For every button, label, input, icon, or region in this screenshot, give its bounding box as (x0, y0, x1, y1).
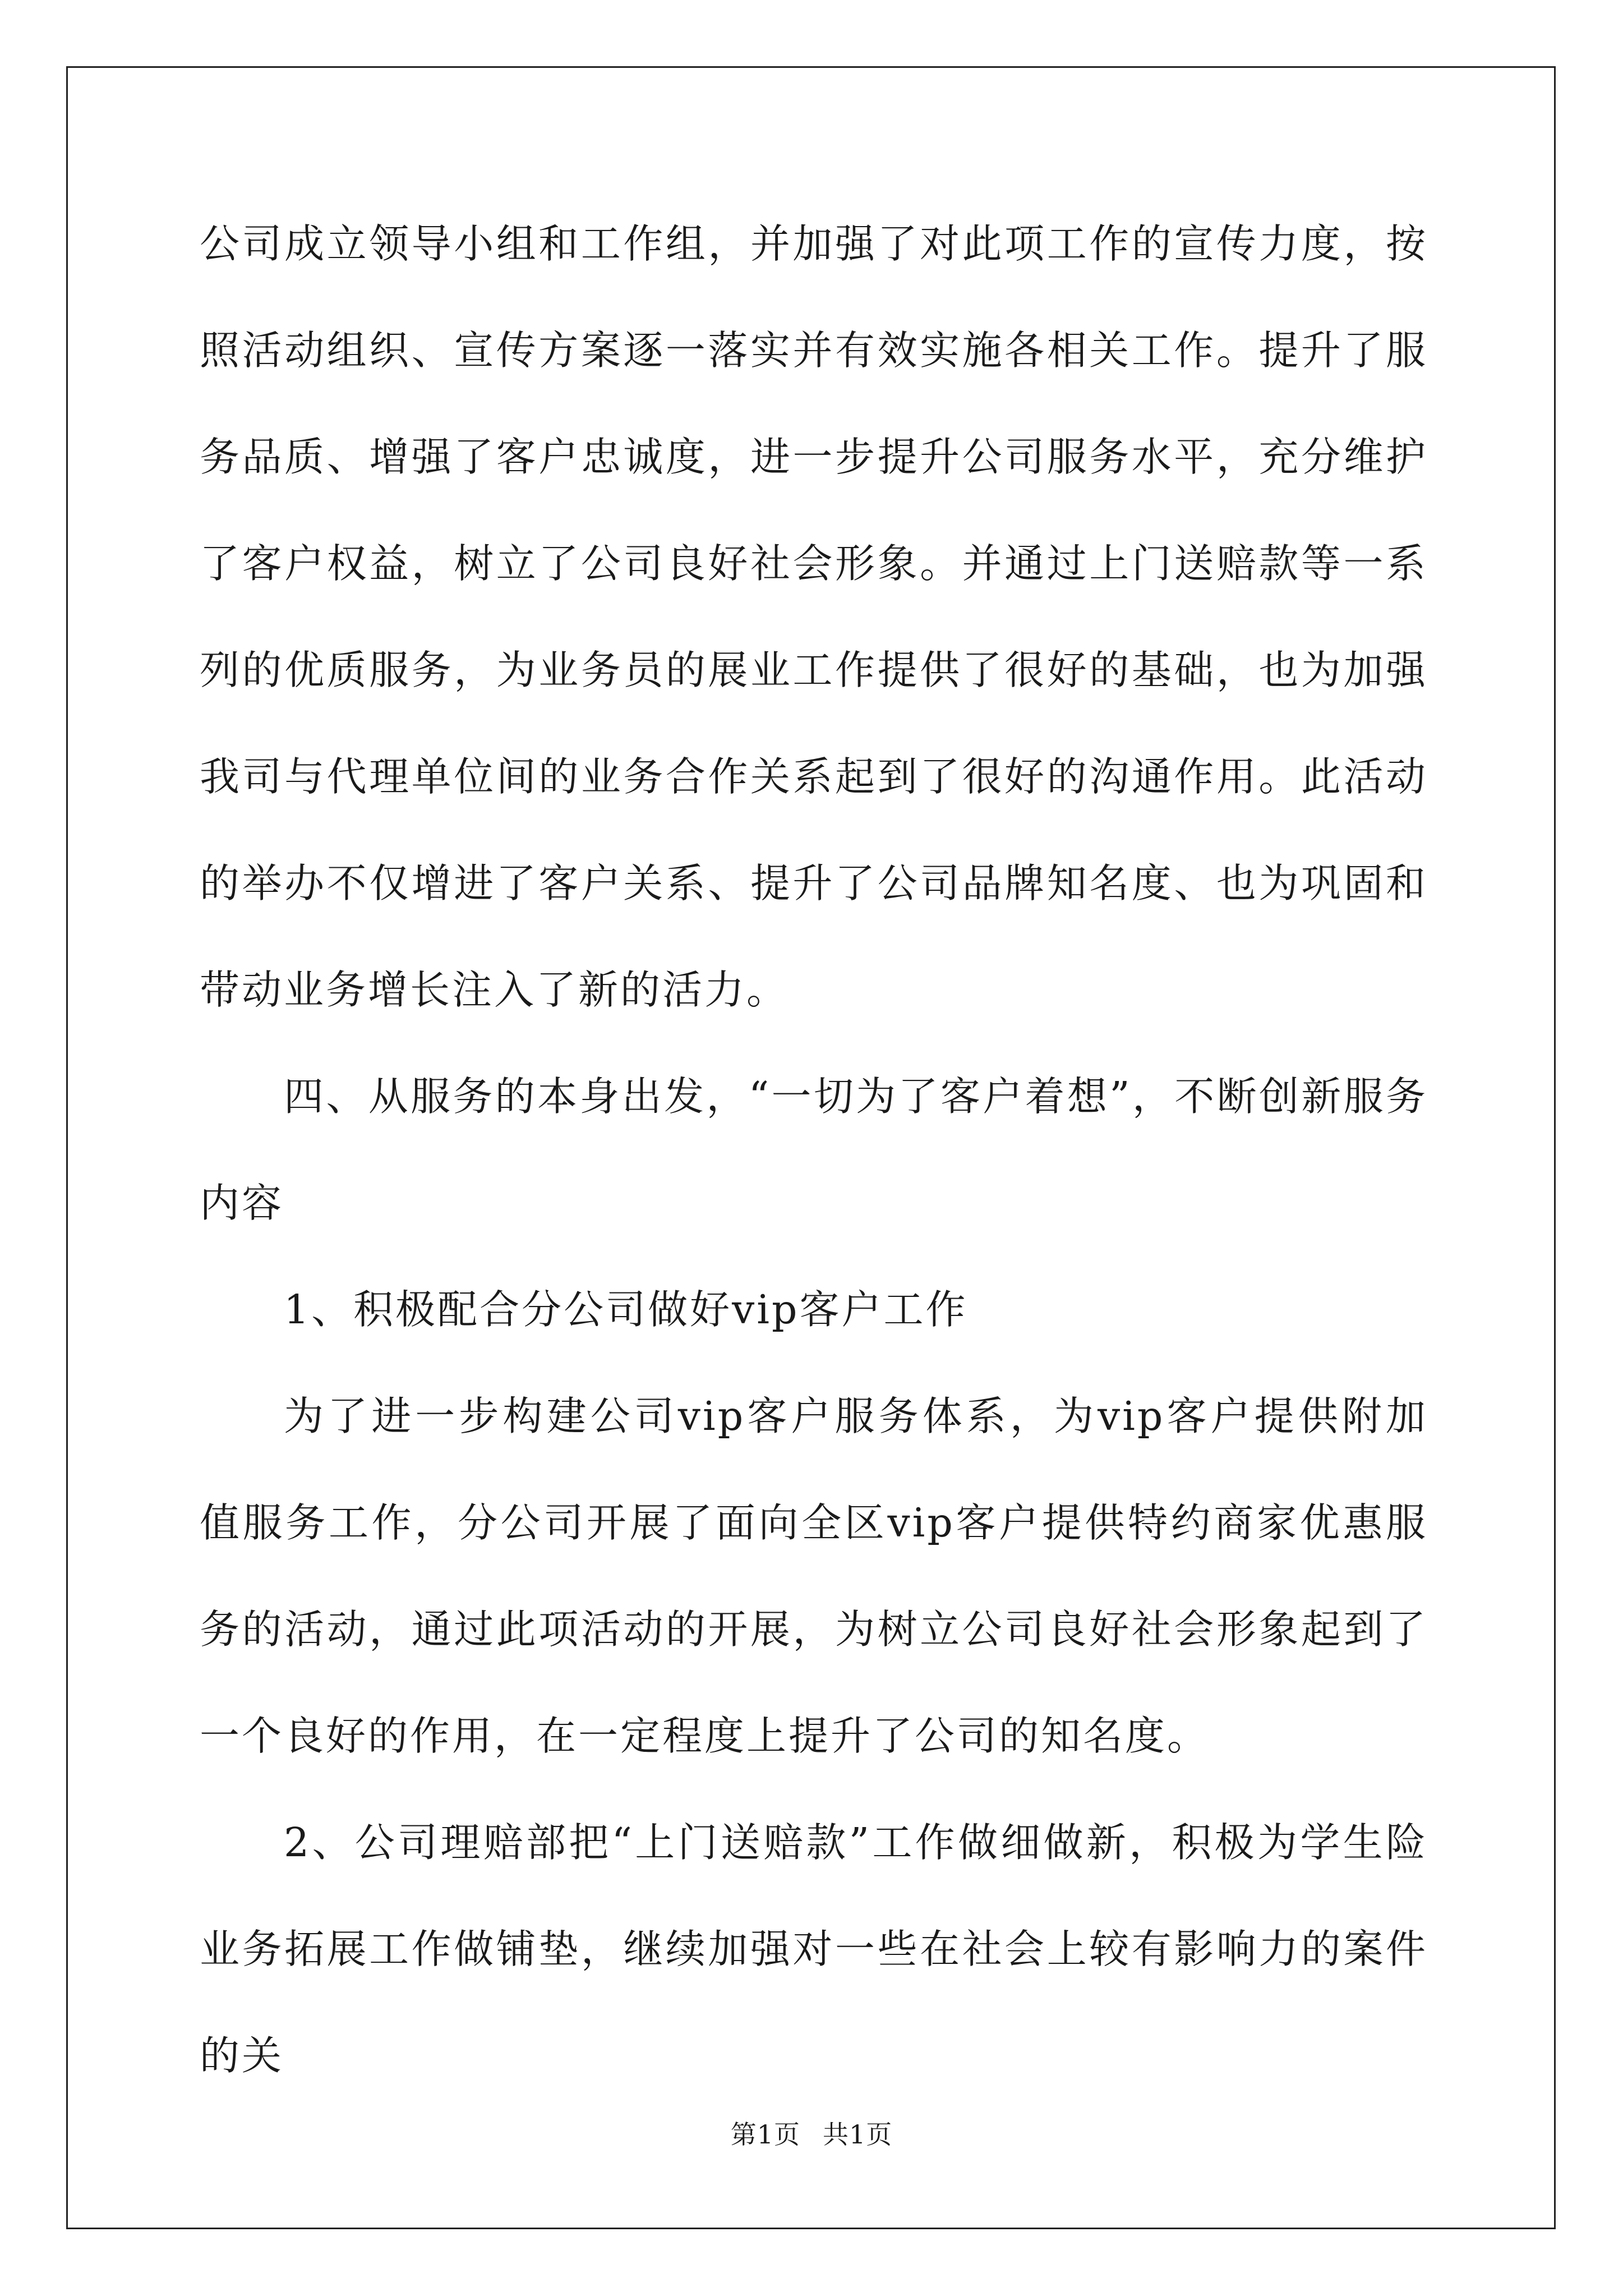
paragraph-5: 2、公司理赔部把“上门送赔款”工作做细做新，积极为学生险业务拓展工作做铺垫，继续加强对一些在社会上较有影响力的案件的关 (200, 1819, 1428, 2079)
paragraph-2-heading: 四、从服务的本身出发，“一切为了客户着想”，不断创新服务内容 (200, 1073, 1428, 1226)
paragraph-1: 公司成立领导小组和工作组，并加强了对此项工作的宣传力度，按照活动组织、宣传方案逐一落实并有效实施各相关工作。提升了服务品质、增强了客户忠诚度，进一步提升公司服务水平，充分维护了客户权益，树立了公司良好社会形象。并通过上门送赔款等一系列的优质服务，为业务员的展业工作提供了很好的基础，也为加强我司与代理单位间的业务合作关系起到了很好的沟通作用。此活动的举办不仅增进了客户关系、提升了公司品牌知名度、也为巩固和带动业务增长注入了新的活力。 (200, 220, 1428, 1013)
paragraph-4: 为了进一步构建公司vip客户服务体系，为vip客户提供附加值服务工作，分公司开展了面向全区vip客户提供特约商家优惠服务的活动，通过此项活动的开展，为树立公司良好社会形象起到了一个良好的作用，在一定程度上提升了公司的知名度。 (200, 1393, 1428, 1759)
document-body (200, 191, 1428, 2109)
page-total: 共1页 (823, 2119, 893, 2150)
page-number: 第1页 (730, 2119, 800, 2150)
page-footer (0, 2118, 1623, 2151)
paragraph-3-subheading: 1、积极配合分公司做好vip客户工作 (284, 1286, 968, 1333)
